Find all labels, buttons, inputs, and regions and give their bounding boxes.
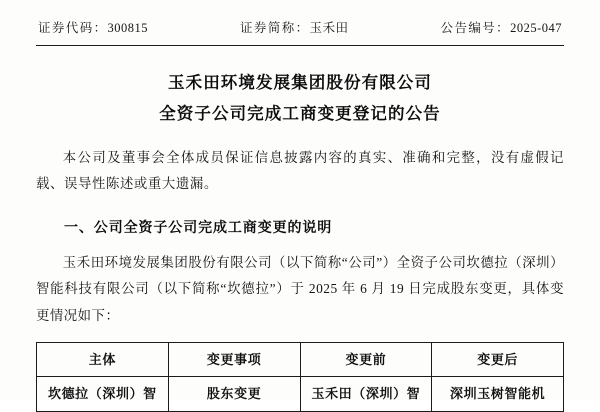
header-announcement-number-label: 公告编号：	[440, 21, 511, 35]
section-one-paragraph: 玉禾田环境发展集团股份有限公司（以下简称“公司”）全资子公司坎德拉（深圳）智能科技有限公司（以下简称“坎德拉”）于 2025 年 6 月 19 日完成股东变更，具体变更情况如下：	[36, 255, 564, 323]
document-title	[36, 68, 564, 129]
section-heading-one: 一、公司全资子公司完成工商变更的说明	[64, 221, 333, 237]
table-header-row	[37, 342, 564, 377]
header-stock-name-value: 玉禾田	[309, 21, 349, 35]
disclosure-statement: 本公司及董事会全体成员保证信息披露内容的真实、准确和完整，没有虚假记载、误导性陈述或重大遗漏。	[36, 150, 564, 192]
header-stock-code	[38, 18, 148, 36]
table-col-before: 变更前	[300, 342, 432, 377]
cell-subject: 坎德拉（深圳）智	[37, 377, 169, 412]
table-row	[37, 377, 564, 412]
change-table-head	[37, 342, 564, 377]
header-stock-name	[240, 18, 349, 36]
table-col-item: 变更事项	[168, 342, 300, 377]
header-stock-code-value: 300815	[107, 21, 149, 35]
document-header	[36, 18, 564, 36]
title-line-company: 玉禾田环境发展集团股份有限公司	[168, 73, 432, 92]
change-table-wrapper	[36, 342, 564, 412]
header-divider	[36, 45, 564, 46]
cell-item: 股东变更	[168, 377, 300, 412]
cell-before: 玉禾田（深圳）智	[300, 377, 432, 412]
header-stock-name-label: 证券简称：	[240, 21, 310, 35]
table-col-after: 变更后	[432, 342, 564, 377]
cell-after: 深圳玉树智能机	[432, 377, 564, 412]
change-table-body	[37, 377, 564, 412]
header-announcement-number	[441, 18, 562, 36]
table-col-subject: 主体	[37, 342, 169, 377]
title-line-subject: 全资子公司完成工商变更登记的公告	[159, 103, 441, 123]
change-table	[36, 342, 564, 412]
header-announcement-number-value: 2025-047	[510, 21, 562, 35]
header-stock-code-label: 证券代码：	[38, 21, 108, 35]
